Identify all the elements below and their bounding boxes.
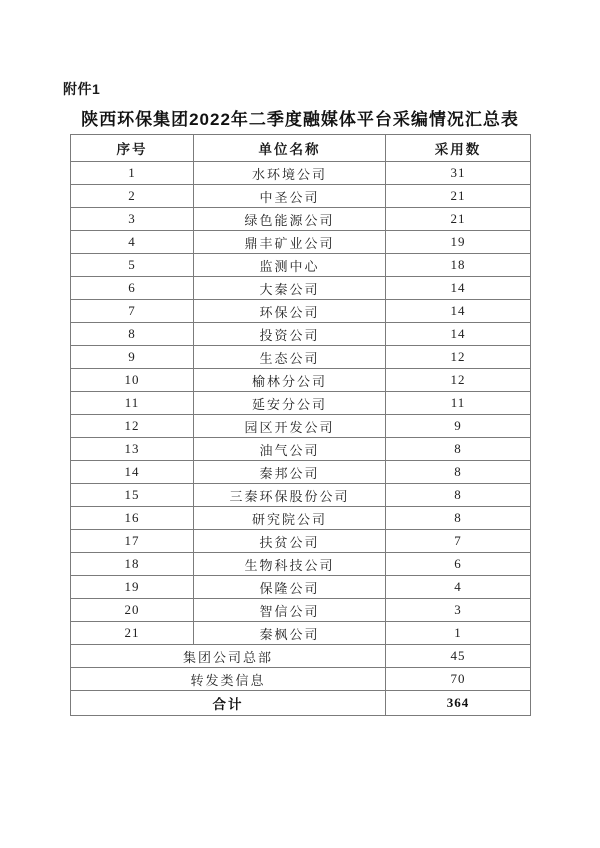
row-count: 4 [386,576,531,599]
row-serial: 20 [71,599,194,622]
table-row [71,530,531,553]
table-row [71,185,531,208]
row-unit-name: 绿色能源公司 [194,208,386,231]
row-serial: 12 [71,415,194,438]
row-serial: 7 [71,300,194,323]
row-count: 14 [386,323,531,346]
summary-row [71,668,531,691]
row-serial: 14 [71,461,194,484]
row-count: 3 [386,599,531,622]
row-count: 19 [386,231,531,254]
table-row [71,369,531,392]
total-row [71,691,531,716]
total-count: 364 [386,691,531,716]
row-count: 14 [386,300,531,323]
summary-count: 45 [386,645,531,668]
row-serial: 4 [71,231,194,254]
table-header-row [71,135,531,162]
row-count: 12 [386,369,531,392]
table-row [71,208,531,231]
row-unit-name: 生态公司 [194,346,386,369]
table-row [71,392,531,415]
row-unit-name: 秦枫公司 [194,622,386,645]
row-serial: 18 [71,553,194,576]
row-serial: 9 [71,346,194,369]
row-unit-name: 油气公司 [194,438,386,461]
row-unit-name: 智信公司 [194,599,386,622]
total-label: 合计 [71,691,386,716]
row-unit-name: 研究院公司 [194,507,386,530]
column-header-serial: 序号 [71,135,194,162]
table-header [71,135,531,162]
row-serial: 13 [71,438,194,461]
table-row [71,277,531,300]
summary-label: 集团公司总部 [71,645,386,668]
table-row [71,599,531,622]
row-count: 8 [386,484,531,507]
row-count: 8 [386,461,531,484]
row-count: 7 [386,530,531,553]
table-body [71,162,531,716]
row-serial: 21 [71,622,194,645]
row-serial: 1 [71,162,194,185]
table-row [71,461,531,484]
summary-table [70,134,531,716]
row-serial: 16 [71,507,194,530]
row-count: 1 [386,622,531,645]
table-row [71,553,531,576]
table-row [71,438,531,461]
row-serial: 8 [71,323,194,346]
row-count: 6 [386,553,531,576]
table-row [71,415,531,438]
row-count: 9 [386,415,531,438]
table-row [71,231,531,254]
row-unit-name: 榆林分公司 [194,369,386,392]
table-row [71,300,531,323]
row-count: 21 [386,208,531,231]
row-unit-name: 投资公司 [194,323,386,346]
table-row [71,622,531,645]
row-serial: 19 [71,576,194,599]
table-row [71,576,531,599]
page-title: 陕西环保集团2022年二季度融媒体平台采编情况汇总表 [81,110,519,129]
row-unit-name: 三秦环保股份公司 [194,484,386,507]
table-row [71,162,531,185]
row-serial: 2 [71,185,194,208]
row-count: 8 [386,507,531,530]
row-unit-name: 中圣公司 [194,185,386,208]
table-row [71,484,531,507]
row-unit-name: 秦邦公司 [194,461,386,484]
row-count: 12 [386,346,531,369]
row-serial: 17 [71,530,194,553]
column-header-unit-name: 单位名称 [194,135,386,162]
row-count: 8 [386,438,531,461]
column-header-adopted-count: 采用数 [386,135,531,162]
summary-count: 70 [386,668,531,691]
row-unit-name: 监测中心 [194,254,386,277]
row-serial: 6 [71,277,194,300]
row-unit-name: 生物科技公司 [194,553,386,576]
summary-label: 转发类信息 [71,668,386,691]
summary-row [71,645,531,668]
row-unit-name: 水环境公司 [194,162,386,185]
row-serial: 15 [71,484,194,507]
row-serial: 5 [71,254,194,277]
row-unit-name: 扶贫公司 [194,530,386,553]
table-row [71,507,531,530]
row-count: 21 [386,185,531,208]
row-count: 11 [386,392,531,415]
row-unit-name: 大秦公司 [194,277,386,300]
row-count: 18 [386,254,531,277]
attachment-label: 附件1 [63,81,101,97]
row-unit-name: 园区开发公司 [194,415,386,438]
table-row [71,254,531,277]
row-serial: 10 [71,369,194,392]
row-unit-name: 保隆公司 [194,576,386,599]
table-row [71,323,531,346]
row-count: 14 [386,277,531,300]
row-unit-name: 延安分公司 [194,392,386,415]
row-count: 31 [386,162,531,185]
table-row [71,346,531,369]
row-serial: 3 [71,208,194,231]
row-unit-name: 鼎丰矿业公司 [194,231,386,254]
row-serial: 11 [71,392,194,415]
row-unit-name: 环保公司 [194,300,386,323]
